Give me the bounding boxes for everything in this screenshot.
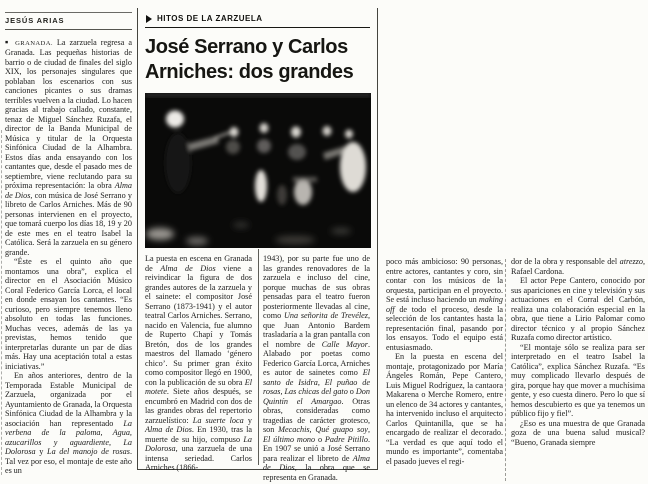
- kicker-row: [145, 12, 370, 28]
- section-kicker: HITOS DE LA ZARZUELA: [157, 14, 263, 23]
- byline: JESÚS ARIAS: [5, 16, 65, 25]
- article-column-5: [511, 257, 645, 447]
- feature-column-left: [145, 254, 252, 482]
- paragraph: poco más ambicioso: 90 personas, entre actores, cantantes y coro, sin contar con los músicos de la orquesta, participan en el proyecto. Se está incluso haciendo un making off de todo el proceso, desde la selección de los cantantes hasta la representación final, pasando por los ensayos. Todo el equipo está entusiasmado.: [386, 257, 503, 352]
- article-text-col1: [5, 38, 132, 476]
- paragraph: El actor Pepe Cantero, conocido por sus apariciones en cine y televisión y sus actuaciones en el Corral del Carbón, realiza una colaboración especial en la obra, que tiene a Lirio Palomar como director técnico y al propio Sánchez Ruzafa como director artístico.: [511, 276, 645, 342]
- article-column-1: [5, 12, 132, 476]
- right-triangle-icon: [146, 15, 152, 23]
- paragraph: 1943), por su parte fue uno de las grandes renovadores de la zarzuela e incluso del cine, porque muchas de sus obras pensadas para el teatro fueron posteriormente llevadas al cine, como Una señorita de Trevélez, que Juan Antonio Bardem trasladaría a la gran pantalla con el nombre de Calle Mayor. Alabado por poetas como Federico García Lorca, Arniches es autor de sainetes como El santo de Isidra, El puñao de rosas, Las chicas del gato o Don Quintín el Amargao. Otras obras, consideradas como tragedias de carácter grotesco, son Mecachis, Qué guapo soy, El último mono o Padre Pitillo. En 1907 se unió a José Serrano para realizar el libreto de Alma de Dios, la obra que se representa en Granada.: [263, 254, 370, 482]
- paragraph: “El montaje sólo se realiza para ser interpretado en el teatro Isabel la Católica”, explica Sánchez Ruzafa. “Es muy complicado llevarlo después de gira, porque hay que mover a muchísima gente, y eso cuesta dinero. Pero lo que sí hemos descubierto es que ya tenemos un público fijo y fiel”.: [511, 342, 645, 418]
- headline-line: Arniches: dos grandes: [145, 61, 354, 83]
- column-divider-dashed: [505, 259, 506, 481]
- article-column-4: [386, 257, 503, 466]
- paragraph: “Éste es el quinto año que montamos una obra”, explica el director en el Asociación Músico Coral Federico García Lorca, el local en donde ensayan los cantantes. “Es curioso, pero siempre tenemos lleno absoluto en todas las funciones. Muchas veces, además de las ya previstas, hemos tenido que interpretarlas durante un par de días más. Hay una aceptación total a estas iniciativas.”: [5, 257, 132, 371]
- paragraph: En años anteriores, dentro de la Temporada Estable Municipal de Zarzuela, organizada por el Ayuntamiento de Granada, la Orquesta Sinfónica Ciudad de la Alhambra y la asociación han representado La verbena de la paloma, Agua, azucarillos y aguardiente, La Dolorosa y La del manojo de rosas. Tal vez por eso, el montaje de este año es un: [5, 371, 132, 475]
- feature-column-right: [263, 254, 370, 482]
- column-divider-rule: [258, 249, 259, 465]
- feature-box: [137, 8, 378, 482]
- paragraph: ■ GRANADA. La zarzuela regresa a Granada. Las pequeñas historias de barrio o de ciudad de finales del siglo XIX, los personajes singulares que poblaban los escenarios con sus canciones picantes o sus dramas terribles vuelven a la ciudad. Lo hacen gracias al trabajo callado, constante, tenaz de Miguel Sánchez Ruzafa, el director de la Banda Municipal de Música y titular de la Orquesta Sinfónica Ciudad de la Alhambra. Estos días anda ensayando con los cantantes que, desde el pasado mes de septiembre, viene reclutando para su próxima representación: la obra Alma de Dios, con música de José Serrano y libreto de Carlos Arniches. Más de 90 personas intervienen en el proyecto, que tomará cuerpo los días 18, 19 y 20 de este mes en el teatro Isabel la Católica. Será la zarzuela en su género grande.: [5, 37, 132, 257]
- headline-line: José Serrano y Carlos: [145, 36, 348, 58]
- paragraph: dor de la obra y responsable del atrezzo, Rafael Cardona.: [511, 257, 645, 276]
- paragraph: La puesta en escena en Granada de Alma de Dios viene a reivindicar la figura de dos grandes autores de la zarzuela y el sainete: el compositor José Serrano (1873-1941) y el autor teatral Carlos Arniches. Serrano, nacido en Valencia, fue alumno de Ruperto Chapí y Tomás Bretón, dos de los grandes maestros del llamado ‘género chico’. Su primer gran éxito como compositor llegó en 1900, con la publicación de su obra El motete. Siete años después, se encumbró en Madrid con dos de las grandes obras del repertorio zarzuelístico: La suerte loca y Alma de Dios. En 1930, tras la muerte de su hijo, compuso La Dolorosa, una zarzuela de una intensa seriedad. Carlos Arniches (1866-: [145, 254, 253, 472]
- byline-block: [5, 12, 132, 30]
- headline: [145, 35, 370, 85]
- article-photo: [145, 93, 371, 248]
- page-edge-rule: [1, 130, 2, 475]
- paragraph: En la puesta en escena del montaje, protagonizado por María Ángeles Román, Pepe Cantero, Luis Miguel Rodríguez, la cantaora Makarena o Merche Romero, entre un elenco de 34 actores y cantantes, ha intervenido incluso el arquitecto Carlos Quintanilla, que se ha encargado de realizar el decorado. “La verdad es que aquí todo el mundo es importante”, comentaba el pasado jueves el regi-: [386, 352, 503, 466]
- paragraph: ¿Eso es una muestra de que Granada goza de una buena salud musical? “Bueno, Granada siempre: [511, 418, 645, 447]
